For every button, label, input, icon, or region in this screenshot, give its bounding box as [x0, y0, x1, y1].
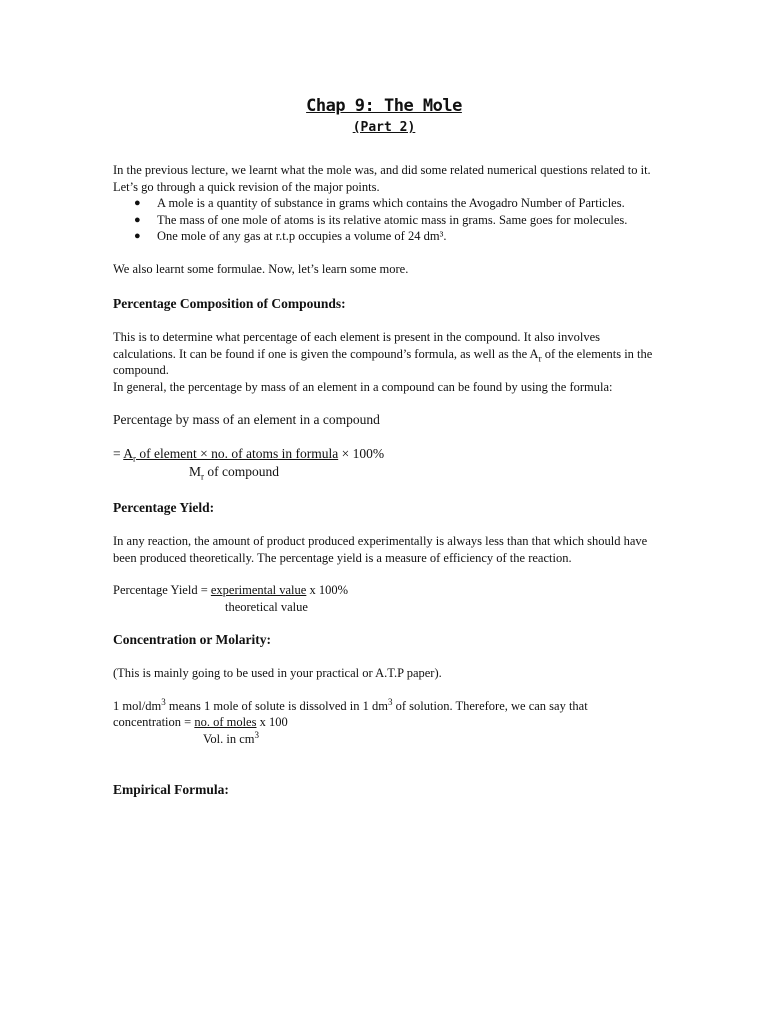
yield-formula-denominator: theoretical value: [225, 599, 308, 614]
concentration-note: (This is mainly going to be used in your practical or A.T.P paper).: [113, 666, 442, 680]
concentration-definition: 1 mol/$dm^3$ means 1 mole of solute is dissolved in 1 $dm^3$ of solution. Therefore, we can say that: [113, 696, 588, 713]
composition-formula-denominator: $M_r$ of compound: [189, 464, 280, 482]
yield-formula-numerator: Percentage Yield = experimental value x 100%: [113, 583, 348, 597]
list-item: ● The mass of one mole of atoms is its relative atomic mass in grams. Same goes for molecules.: [113, 212, 658, 229]
heading-percentage-yield: Percentage Yield:: [113, 500, 215, 515]
list-item: ● One mole of any gas at r.t.p occupies a volume of 24 dm³.: [113, 228, 658, 245]
intro-closing: We also learnt some formulae. Now, let’s learn some more.: [113, 261, 409, 276]
page-subtitle: (Part 2): [352, 120, 416, 135]
yield-paragraph: In any reaction, the amount of product produced experimentally is always less than that which should have been produced theoretically. The percentage yield is a measure of efficiency of the reaction.: [113, 534, 648, 565]
heading-percentage-composition: Percentage Composition of Compounds:: [113, 296, 346, 311]
composition-paragraph: This is to determine what percentage of each element is present in the compound. It also involves calculations. It can be found if one is given the compound’s formula, as well as the $A_r$ of the elements in the compound.: [113, 330, 653, 377]
concentration-formula-numerator: concentration = no. of moles x 100: [113, 715, 288, 729]
page-title: Chap 9: The Mole: [306, 96, 462, 116]
title-block: [0, 94, 768, 138]
revision-list: [113, 195, 658, 245]
intro-paragraph: In the previous lecture, we learnt what the mole was, and did some related numerical questions related to it. Let’s go through a quick revision of the major points.: [113, 163, 651, 194]
list-item: ● A mole is a quantity of substance in grams which contains the Avogadro Number of Particles.: [113, 195, 658, 212]
heading-empirical-formula: Empirical Formula:: [113, 782, 229, 797]
document-body: [113, 162, 658, 799]
composition-formula-numerator: = $A_r$ of element × no. of atoms in formula × 100%: [113, 446, 385, 464]
composition-formula-label: Percentage by mass of an element in a compound: [113, 412, 380, 427]
heading-concentration: Concentration or Molarity:: [113, 632, 271, 647]
composition-paragraph-2: In general, the percentage by mass of an element in a compound can be found by using the formula:: [113, 379, 613, 394]
concentration-formula-denominator: Vol. in $cm^3$: [203, 729, 260, 746]
